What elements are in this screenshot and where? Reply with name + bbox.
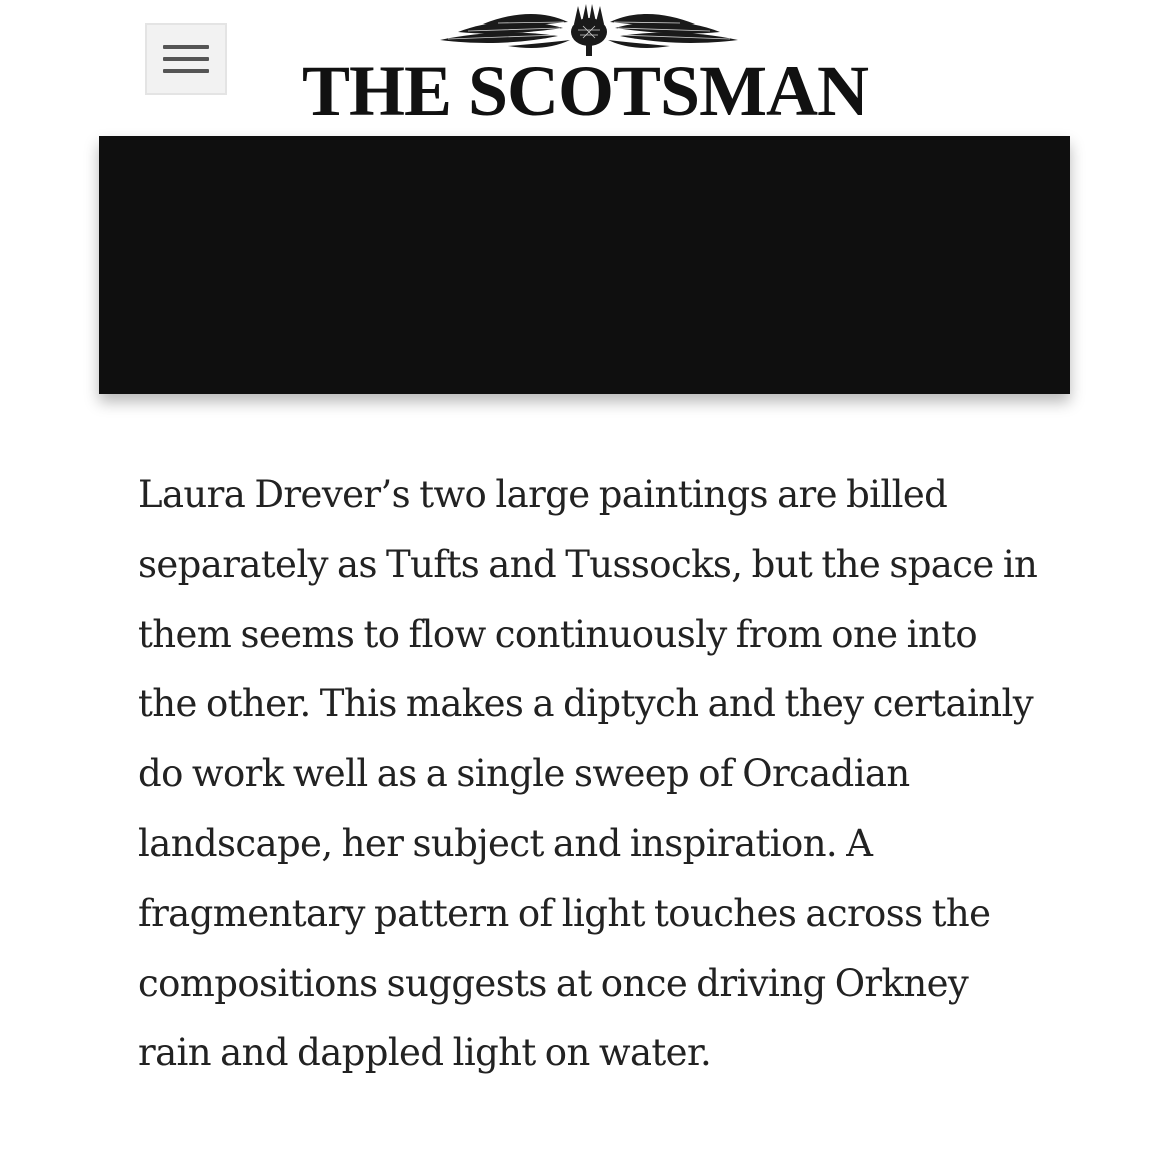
- masthead-logo[interactable]: THE SCOTSMAN: [301, 51, 869, 131]
- article-paragraph: Laura Drever’s two large paintings are billed separately as Tufts and Tussocks, but the space in them seems to flow continuously from one into the other. This makes a diptych and they certainly do work well as a single sweep of Orcadian landscape, her subject and inspiration. A fragmentary pattern of light touches across the compositions suggests at once driving Orkney rain and dappled light on water.: [138, 473, 1038, 1075]
- article-media: [99, 136, 1070, 394]
- hamburger-menu-icon: [163, 45, 209, 49]
- hamburger-menu-icon-bar: [163, 69, 209, 73]
- menu-button[interactable]: [145, 23, 227, 95]
- hamburger-menu-icon-bar: [163, 57, 209, 61]
- thistle-crest-icon: [438, 2, 740, 58]
